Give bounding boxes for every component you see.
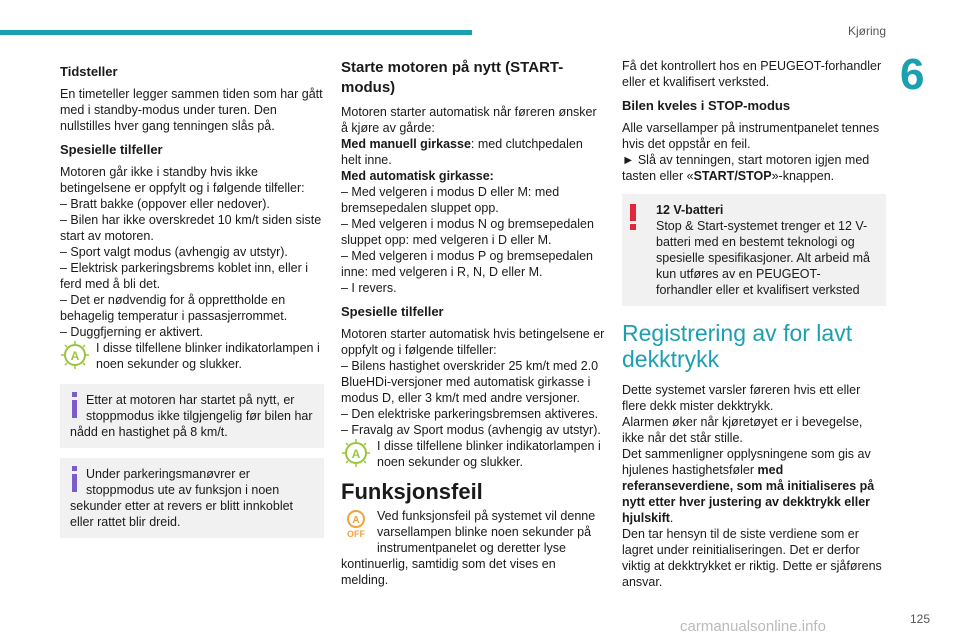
list-item: – Med velgeren i modus N og bremsepedalen sluppet opp: med velgeren i D eller M. — [341, 217, 594, 247]
list-item: – Med velgeren i modus D eller M: med bremsepedalen sluppet opp. — [341, 185, 560, 215]
paragraph: Alarmen øker når kjøretøyet er i bevegelse, ikke når det står stille. — [622, 415, 863, 445]
text-tidsteller: En timeteller legger sammen tiden som har gått med i standby-modus under turen. Den nullstilles hver gang tenningen slås på. — [60, 87, 323, 133]
info-icon — [70, 392, 80, 422]
heading-dekktrykk: Registrering av for lavt dekktrykk — [622, 320, 853, 372]
svg-text:OFF: OFF — [347, 529, 365, 538]
info-note-text: Etter at motoren har startet på nytt, er stoppmodus ikke tilgjengelig før bilen har nådd en hastighet på 8 km/t. — [70, 393, 313, 439]
text-spesielle: Motoren går ikke i standby hvis ikke betingelsene er oppfylt og i følgende tilfeller: — [60, 165, 305, 195]
indicator-text: I disse tilfellene blinker indikatorlampen i noen sekunder og slukker. — [96, 341, 320, 371]
text-spesielle: Motoren starter automatisk hvis betingelsene er oppfylt og i følgende tilfeller: — [341, 327, 605, 357]
list-item: – I revers. — [341, 281, 397, 295]
svg-text:A: A — [70, 349, 80, 363]
paragraph: Dette systemet varsler føreren hvis ett eller flere dekk mister dekktrykk. — [622, 383, 861, 413]
info-icon — [70, 466, 80, 496]
fault-note — [341, 508, 605, 588]
list-item: – Elektrisk parkeringsbrems koblet inn, eller i ferd med å bli det. — [60, 261, 309, 291]
column-1 — [60, 58, 324, 548]
list-item: – Duggfjerning er aktivert. — [60, 325, 204, 339]
warning-text: Stop & Start-systemet trenger et 12 V-batteri med en bestemt teknologi og spesielle spesifikasjoner. Alt arbeid må kun utføres av en PEUGEOT-forhandler eller et kvalifisert verksted — [656, 219, 871, 297]
text-stop: Alle varsellamper på instrumentpanelet tennes hvis det oppstår en feil. — [622, 121, 880, 151]
paragraph: Den tar hensyn til de siste verdiene som er lagret under reinitialiseringen. Det er derfor viktig at dekktrykket er riktig. Dette er sjåførens ansvar. — [622, 527, 882, 589]
heading-stop-modus: Bilen kveles i STOP-modus — [622, 98, 791, 113]
list-item: – Det er nødvendig for å opprettholde en behagelig temperatur i passasjerrommet. — [60, 293, 288, 323]
text-start: Motoren starter automatisk når føreren ønsker å kjøre av gårde: — [341, 105, 597, 135]
svg-text:A: A — [352, 515, 360, 526]
info-note — [60, 458, 324, 538]
column-3 — [622, 58, 886, 590]
warning-title: 12 V-batteri — [656, 203, 724, 217]
heading-funksjonsfeil: Funksjonsfeil — [341, 479, 483, 504]
text-stop-action: ► Slå av tenningen, start motoren igjen med tasten eller «START/STOP»-knappen. — [622, 153, 870, 183]
heading-spesielle-tilfeller: Spesielle tilfeller — [60, 142, 163, 157]
list-item: – Bilens hastighet overskrider 25 km/t med 2.0 BlueHDi-versjoner med automatisk girkasse i modus D, eller 3 km/t med andre versjoner. — [341, 359, 599, 405]
text-manuell: Med manuell girkasse: med clutchpedalen helt inne. — [341, 137, 583, 167]
list-item: – Bilen har ikke overskredet 10 km/t siden siste start av motoren. — [60, 213, 322, 243]
indicator-note — [341, 438, 605, 472]
warning-icon — [628, 204, 638, 234]
heading-tidsteller: Tidsteller — [60, 64, 118, 79]
text-kontroll: Få det kontrollert hos en PEUGEOT-forhandler eller et kvalifisert verksted. — [622, 59, 882, 89]
stop-start-off-icon — [341, 508, 371, 542]
list-item: – Den elektriske parkeringsbremsen aktiveres. — [341, 407, 599, 421]
header-bar — [0, 30, 472, 35]
section-title: Kjøring — [847, 24, 886, 38]
page-number: 125 — [909, 612, 930, 626]
info-note-text: Under parkeringsmanøvrer er stoppmodus ute av funksjon i noen sekunder etter at revers er blitt innkoblet eller rattet blir dreid. — [70, 467, 294, 529]
list-item: – Fravalg av Sport modus (avhengig av utstyr). — [341, 423, 601, 437]
watermark: carmanualsonline.info — [680, 618, 826, 635]
indicator-note — [60, 340, 324, 374]
stop-start-lamp-icon — [60, 340, 90, 374]
list-item: – Sport valgt modus (avhengig av utstyr). — [60, 245, 288, 259]
stop-start-lamp-icon — [341, 438, 371, 472]
warning-note — [622, 194, 886, 306]
heading-start-modus: Starte motoren på nytt (START-modus) — [341, 59, 564, 96]
text-automatisk: Med automatisk girkasse: — [341, 169, 494, 183]
column-2 — [341, 58, 605, 594]
list-item: – Med velgeren i modus P og bremsepedalen inne: med velgeren i R, N, D eller M. — [341, 249, 594, 279]
fault-text: Ved funksjonsfeil på systemet vil denne varsellampen blinke noen sekunder på instrumentpanelet og deretter lyse kontinuerlig, samtidig som det vises en melding. — [341, 509, 596, 587]
heading-spesielle-tilfeller: Spesielle tilfeller — [341, 304, 444, 319]
info-note — [60, 384, 324, 448]
chapter-number: 6 — [900, 50, 925, 99]
paragraph: Det sammenligner opplysningene som gis av hjulenes hastighetsføler med referanseverdiene, som må initialiseres på nytt etter hver justering av dekktrykk eller hjulskift. — [622, 447, 875, 525]
indicator-text: I disse tilfellene blinker indikatorlampen i noen sekunder og slukker. — [377, 439, 601, 469]
svg-text:A: A — [351, 447, 361, 461]
list-item: – Bratt bakke (oppover eller nedover). — [60, 197, 270, 211]
